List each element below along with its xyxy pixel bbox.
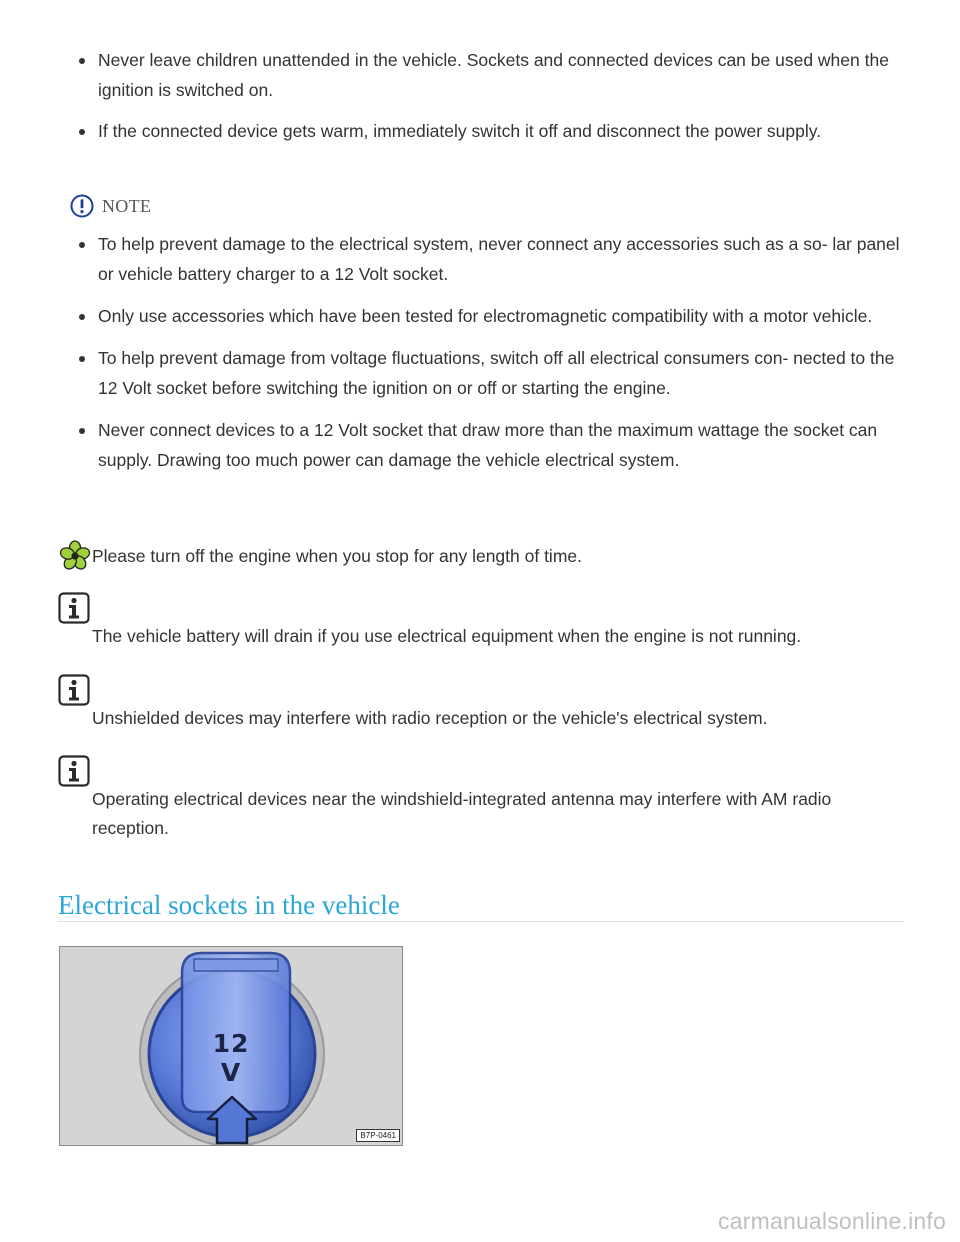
watermark: carmanualsonline.info — [718, 1208, 946, 1234]
info-icon — [58, 592, 90, 624]
info-note-text: The vehicle battery will drain if you use electrical equipment when the engine is not running. — [92, 626, 802, 646]
list-item: To help prevent damage from voltage fluctuations, switch off all electrical consumers con- nected to the 12 Volt socket before switching the ignition on or off or starting the engine. — [76, 343, 906, 403]
note-label: NOTE — [102, 195, 152, 216]
list-item: Never connect devices to a 12 Volt socket that draw more than the maximum wattage the socket can supply. Drawing too much power can damage the vehicle electrical system. — [76, 415, 906, 475]
flower-icon — [58, 540, 92, 572]
note-heading — [70, 193, 151, 219]
info-note-text: Operating electrical devices near the windshield-integrated antenna may interfere with AM radio reception. — [92, 789, 832, 838]
figure-code: B7P-0461 — [356, 1129, 400, 1142]
exclamation-circle-icon — [70, 194, 94, 218]
list-item: To help prevent damage to the electrical system, never connect any accessories such as a so- lar panel or vehicle battery charger to a 12 Volt socket. — [76, 229, 906, 289]
info-icon — [58, 674, 90, 706]
list-item: Only use accessories which have been tested for electromagnetic compatibility with a motor vehicle. — [76, 301, 906, 331]
socket-voltage-label: 12 V — [212, 1029, 250, 1087]
socket-illustration — [59, 946, 403, 1146]
section-divider — [58, 921, 904, 922]
info-icon — [58, 755, 90, 787]
section-title: Electrical sockets in the vehicle — [58, 890, 400, 920]
warning-list — [76, 45, 906, 146]
note-list — [76, 229, 906, 475]
list-item: Never leave children unattended in the vehicle. Sockets and connected devices can be used when the ignition is switched on. — [76, 45, 906, 105]
environment-note-text: Please turn off the engine when you stop for any length of time. — [92, 546, 582, 566]
list-item: If the connected device gets warm, immediately switch it off and disconnect the power supply. — [76, 116, 906, 146]
info-note-text: Unshielded devices may interfere with radio reception or the vehicle's electrical system. — [92, 708, 768, 728]
environment-note — [58, 540, 582, 572]
